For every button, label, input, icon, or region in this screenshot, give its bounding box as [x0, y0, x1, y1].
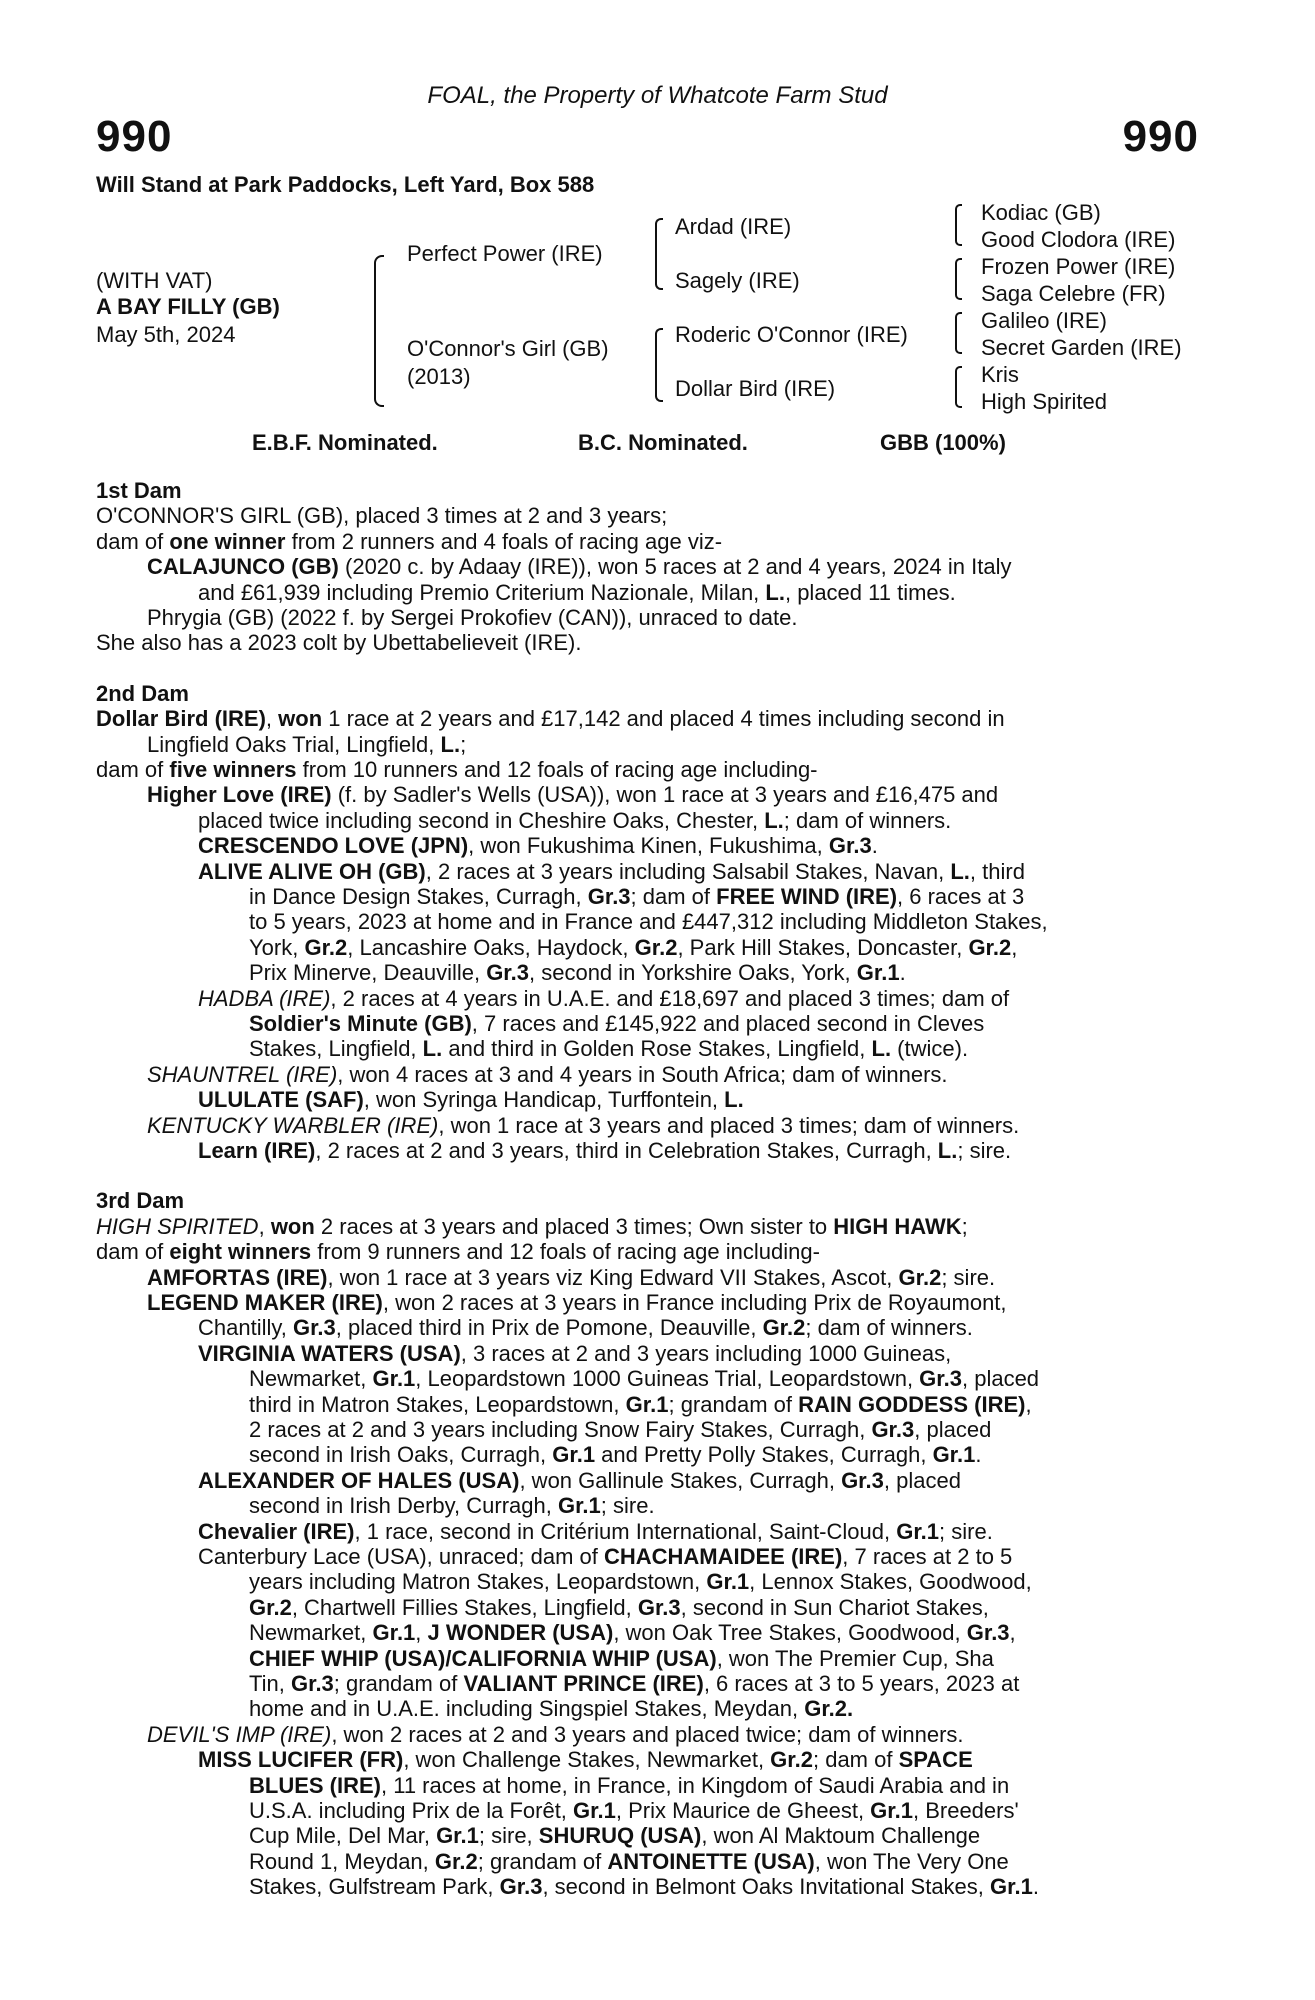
- text-line: [249, 1823, 980, 1848]
- text-line: [198, 1747, 973, 1772]
- text-run: ; dam of: [812, 1747, 899, 1773]
- text-run: ; grandam of: [333, 1671, 464, 1696]
- bold-text: L.: [724, 1087, 744, 1113]
- text-line: [249, 1442, 982, 1467]
- bold-text: L.: [950, 858, 970, 884]
- text-run: years including Matron Stakes, Leopardstown,: [249, 1569, 707, 1595]
- text-run: , 1 race, second in Critérium International, Saint-Cloud,: [354, 1518, 897, 1544]
- bold-text: eight winners: [169, 1239, 312, 1265]
- text-run: ; sire,: [478, 1823, 539, 1849]
- text-run: , Chartwell Fillies Stakes, Lingfield,: [291, 1594, 638, 1620]
- italic-text: DEVIL'S IMP (IRE): [147, 1721, 332, 1747]
- bold-text: Gr.3: [637, 1594, 681, 1620]
- text-run: Round 1, Meydan,: [249, 1848, 435, 1874]
- text-run: (twice).: [891, 1036, 969, 1062]
- text-run: She also has a 2023 colt by Ubettabelieveit (IRE).: [96, 630, 582, 656]
- bold-text: Gr.3: [292, 1315, 336, 1341]
- text-line: [96, 503, 667, 528]
- text-run: , 2 races at 2 and 3 years, third in Celebration Stakes, Curragh,: [315, 1138, 938, 1163]
- text-run: ; grandam of: [668, 1391, 799, 1417]
- text-run: and Pretty Polly Stakes, Curragh,: [595, 1442, 933, 1468]
- text-line: [249, 935, 1017, 960]
- text-run: ,: [415, 1620, 428, 1646]
- text-run: ,: [1025, 1391, 1032, 1417]
- text-run: , 6 races at 3 to 5 years, 2023 at: [703, 1671, 1020, 1696]
- bold-text: FREE WIND (IRE): [716, 884, 898, 909]
- lot-number-left: 990: [96, 112, 173, 161]
- text-run: Prix Minerve, Deauville,: [249, 960, 487, 986]
- text-line: [198, 580, 956, 605]
- text-run: ; sire.: [939, 1518, 993, 1544]
- text-line: [198, 986, 1009, 1011]
- bold-text: Gr.3: [499, 1874, 543, 1900]
- text-line: [198, 808, 951, 833]
- text-run: Chantilly,: [198, 1315, 293, 1341]
- text-run: ;: [460, 731, 467, 757]
- text-run: Phrygia (GB) (2022 f. by Sergei Prokofiev (CAN)), unraced to date.: [147, 605, 798, 630]
- text-line: [249, 1011, 984, 1036]
- bold-text: Gr.2: [898, 1264, 942, 1290]
- text-run: , second in Yorkshire Oaks, York,: [529, 960, 857, 986]
- text-run: ; grandam of: [477, 1848, 608, 1874]
- bold-text: Dollar Bird (IRE): [96, 706, 266, 732]
- text-line: [249, 1620, 1016, 1645]
- bold-text: Gr.2: [762, 1315, 806, 1341]
- text-run: , won 1 race at 3 years viz King Edward VII Stakes, Ascot,: [327, 1264, 899, 1290]
- text-line: [249, 1696, 853, 1721]
- bold-text: L.: [422, 1036, 443, 1062]
- italic-text: SHAUNTREL (IRE): [147, 1061, 338, 1087]
- text-run: dam of: [96, 1239, 170, 1265]
- text-run: dam of: [96, 528, 170, 554]
- text-line: [147, 605, 798, 630]
- text-run: from 10 runners and 12 foals of racing age including-: [296, 757, 818, 782]
- pedigree-brace-dam: [655, 328, 663, 402]
- text-run: second in Irish Derby, Curragh,: [249, 1493, 558, 1519]
- bold-text: Gr.3: [841, 1467, 884, 1493]
- section-heading: 1st Dam: [96, 478, 182, 503]
- text-run: , won 2 races at 2 and 3 years and placed twice; dam of winners.: [331, 1721, 964, 1747]
- bold-text: LEGEND MAKER (IRE): [147, 1290, 383, 1315]
- text-run: , won 2 races at 3 years in France including Prix de Royaumont,: [382, 1290, 1007, 1315]
- text-line: [249, 1773, 1009, 1798]
- text-run: in Dance Design Stakes, Curragh,: [249, 884, 588, 909]
- text-run: U.S.A. including Prix de la Forêt,: [249, 1798, 574, 1823]
- text-run: , 7 races at 2 to 5: [842, 1544, 1013, 1569]
- text-line: [249, 1493, 655, 1518]
- bold-text: Gr.3: [871, 1417, 915, 1442]
- text-run: , won The Premier Cup, Sha: [716, 1645, 994, 1671]
- text-run: , 6 races at 3: [897, 884, 1025, 909]
- pedigree-sdd: Saga Celebre (FR): [981, 281, 1166, 306]
- section-heading: 3rd Dam: [96, 1188, 185, 1214]
- bold-text: Gr.2: [968, 934, 1012, 960]
- section-heading: 2nd Dam: [96, 680, 189, 706]
- text-run: , placed: [883, 1467, 961, 1493]
- bold-text: Gr.1: [557, 1493, 601, 1519]
- text-run: ; sire.: [957, 1138, 1012, 1163]
- pedigree-dam: O'Connor's Girl (GB): [407, 336, 609, 361]
- text-run: , Lancashire Oaks, Haydock,: [347, 934, 635, 960]
- text-run: ; sire.: [941, 1264, 996, 1290]
- text-line: [198, 833, 878, 858]
- bold-text: L.: [440, 731, 461, 757]
- pedigree-sds: Frozen Power (IRE): [981, 254, 1176, 279]
- text-run: and £61,939 including Premio Criterium Nazionale, Milan,: [198, 579, 766, 605]
- text-run: .: [975, 1442, 982, 1468]
- pedigree-ssd: Good Clodora (IRE): [981, 227, 1176, 252]
- text-line: [249, 1849, 1009, 1874]
- pedigree-dam-year: (2013): [407, 364, 471, 389]
- text-line: [96, 630, 582, 655]
- text-run: to 5 years, 2023 at home and in France and £447,312 including Middleton Stakes,: [249, 909, 1048, 935]
- text-line: [198, 1138, 1011, 1163]
- pedigree-sire-dam: Sagely (IRE): [675, 268, 800, 293]
- bold-text: Gr.1: [372, 1620, 416, 1646]
- bold-text: Gr.1: [706, 1569, 750, 1595]
- text-line: [147, 1722, 964, 1747]
- bold-text: L.: [765, 579, 785, 605]
- bold-text: HIGH HAWK: [833, 1213, 962, 1239]
- pedigree-brace-sire: [655, 218, 663, 290]
- bold-text: Gr.1: [896, 1518, 940, 1544]
- text-line: [96, 529, 722, 554]
- text-line: [249, 1798, 1019, 1823]
- bold-text: won: [278, 706, 323, 732]
- bold-text: CHIEF WHIP (USA)/CALIFORNIA WHIP (USA): [249, 1645, 717, 1671]
- bold-text: won: [270, 1213, 315, 1239]
- bold-text: Gr.1: [372, 1366, 416, 1392]
- bc-nomination: B.C. Nominated.: [578, 430, 748, 455]
- bold-text: ALEXANDER OF HALES (USA): [198, 1467, 520, 1493]
- text-run: , won 4 races at 3 and 4 years in South Africa; dam of winners.: [337, 1061, 948, 1087]
- text-line: [249, 1595, 989, 1620]
- bold-text: Gr.3: [290, 1671, 334, 1696]
- bold-text: Gr.1: [552, 1442, 596, 1468]
- bold-text: Gr.1: [436, 1823, 479, 1849]
- text-run: (f. by Sadler's Wells (USA)), won 1 race at 3 years and £16,475 and: [331, 782, 999, 808]
- text-run: , Breeders': [912, 1798, 1019, 1823]
- bold-text: L.: [937, 1138, 958, 1163]
- bold-text: Gr.2.: [804, 1696, 854, 1722]
- text-line: [198, 1315, 973, 1340]
- bold-text: Gr.1: [856, 960, 900, 986]
- text-line: [198, 1341, 951, 1366]
- text-run: , Leopardstown 1000 Guineas Trial, Leopardstown,: [415, 1366, 920, 1392]
- pedigree-dam-sire: Roderic O'Connor (IRE): [675, 322, 908, 347]
- text-run: , placed 11 times.: [784, 579, 956, 605]
- bold-text: Gr.2: [249, 1594, 292, 1620]
- bold-text: L.: [871, 1036, 892, 1062]
- pedigree-dam-dam: Dollar Bird (IRE): [675, 376, 836, 401]
- text-run: ,: [1009, 1620, 1016, 1646]
- text-run: , won Oak Tree Stakes, Goodwood,: [613, 1620, 967, 1646]
- bold-text: VIRGINIA WATERS (USA): [198, 1340, 461, 1366]
- text-run: Cup Mile, Del Mar,: [249, 1823, 437, 1849]
- bold-text: CRESCENDO LOVE (JPN): [198, 833, 469, 859]
- pedigree-brace-sd: [955, 258, 962, 300]
- bold-text: Gr.2: [770, 1747, 813, 1773]
- text-line: [147, 1290, 1007, 1315]
- text-line: [147, 554, 1011, 579]
- text-run: Stakes, Lingfield,: [249, 1036, 423, 1062]
- text-run: , 7 races and £145,922 and placed second in Cleves: [471, 1011, 985, 1036]
- text-run: , placed: [914, 1417, 992, 1442]
- text-run: 1 race at 2 years and £17,142 and placed 4 times including second in: [322, 706, 1005, 732]
- text-run: from 2 runners and 4 foals of racing age viz-: [285, 528, 723, 554]
- text-run: , second in Sun Chariot Stakes,: [680, 1594, 989, 1620]
- bold-text: J WONDER (USA): [427, 1620, 614, 1646]
- text-line: [198, 1544, 1012, 1569]
- text-run: , won Fukushima Kinen, Fukushima,: [468, 833, 829, 859]
- text-run: , 3 races at 2 and 3 years including 1000 Guineas,: [460, 1340, 952, 1366]
- text-run: placed twice including second in Cheshire Oaks, Chester,: [198, 807, 765, 833]
- text-run: , Lennox Stakes, Goodwood,: [749, 1569, 1032, 1595]
- text-run: (2020 c. by Adaay (IRE)), won 5 races at 2 and 4 years, 2024 in Italy: [338, 554, 1012, 580]
- text-run: York,: [249, 934, 305, 960]
- bold-text: Gr.1: [870, 1798, 913, 1823]
- text-run: ,: [1011, 934, 1018, 960]
- foal-dob: May 5th, 2024: [96, 322, 236, 347]
- bold-text: SHURUQ (USA): [538, 1823, 702, 1849]
- text-line: [249, 1874, 1039, 1899]
- bold-text: Soldier's Minute (GB): [249, 1011, 472, 1036]
- text-line: [249, 909, 1048, 934]
- bold-text: ALIVE ALIVE OH (GB): [198, 858, 426, 884]
- text-run: , placed: [961, 1366, 1040, 1392]
- text-run: , won Challenge Stakes, Newmarket,: [403, 1747, 771, 1773]
- text-run: , second in Belmont Oaks Invitational Stakes,: [542, 1874, 991, 1900]
- text-run: and third in Golden Rose Stakes, Lingfield,: [442, 1036, 872, 1062]
- text-run: third in Matron Stakes, Leopardstown,: [249, 1391, 626, 1417]
- pedigree-sire-sire: Ardad (IRE): [675, 214, 792, 239]
- text-run: ; dam of: [630, 884, 717, 909]
- vat-note: (WITH VAT): [96, 268, 213, 293]
- bold-text: Gr.1: [573, 1798, 616, 1823]
- bold-text: Higher Love (IRE): [147, 782, 332, 808]
- text-line: [198, 1468, 961, 1493]
- text-run: , won 1 race at 3 years and placed 3 times; dam of winners.: [438, 1112, 1020, 1138]
- text-line: [147, 782, 998, 807]
- bold-text: Gr.2: [434, 1848, 478, 1874]
- text-run: Newmarket,: [249, 1366, 373, 1392]
- text-line: [249, 1569, 1032, 1594]
- text-run: , 2 races at 4 years in U.A.E. and £18,697 and placed 3 times; dam of: [330, 985, 1010, 1011]
- text-run: , placed third in Prix de Pomone, Deauville,: [335, 1315, 763, 1341]
- foal-name: A BAY FILLY (GB): [96, 294, 280, 319]
- text-run: .: [899, 960, 906, 986]
- bold-text: Gr.3: [919, 1366, 962, 1392]
- text-run: , Prix Maurice de Gheest,: [615, 1798, 871, 1823]
- text-run: ; dam of winners.: [783, 807, 952, 833]
- text-line: [96, 757, 818, 782]
- text-run: Canterbury Lace (USA), unraced; dam of: [198, 1544, 604, 1569]
- text-line: [198, 1087, 744, 1112]
- bold-text: ANTOINETTE (USA): [607, 1848, 815, 1874]
- text-run: , Park Hill Stakes, Doncaster,: [677, 934, 969, 960]
- text-run: , won Al Maktoum Challenge: [701, 1823, 981, 1849]
- text-line: [249, 1366, 1039, 1391]
- text-run: home and in U.A.E. including Singspiel Stakes, Meydan,: [249, 1696, 805, 1722]
- text-run: Stakes, Gulfstream Park,: [249, 1874, 500, 1900]
- bold-text: five winners: [169, 757, 297, 782]
- pedigree-brace-ds: [955, 312, 962, 354]
- text-line: [249, 1671, 1019, 1696]
- text-run: , 11 races at home, in France, in Kingdom of Saudi Arabia and in: [381, 1772, 1010, 1798]
- bold-text: Gr.3: [966, 1620, 1010, 1646]
- text-run: Tin,: [249, 1671, 291, 1696]
- text-run: .: [1032, 1874, 1039, 1900]
- text-run: 2 races at 3 years and placed 3 times; Own sister to: [314, 1213, 834, 1239]
- bold-text: Gr.2: [634, 934, 678, 960]
- text-run: ,: [258, 1213, 271, 1239]
- bold-text: MISS LUCIFER (FR): [198, 1747, 404, 1773]
- text-line: [96, 1214, 968, 1239]
- text-line: [198, 859, 1025, 884]
- bold-text: Gr.3: [486, 960, 529, 986]
- pedigree-sss: Kodiac (GB): [981, 200, 1101, 225]
- pedigree-brace-ss: [955, 204, 962, 246]
- bold-text: ULULATE (SAF): [198, 1087, 364, 1113]
- pedigree-dds: Kris: [981, 362, 1019, 387]
- text-run: , third: [969, 858, 1025, 884]
- text-run: , 2 races at 3 years including Salsabil Stakes, Navan,: [425, 858, 951, 884]
- text-run: ; dam of winners.: [805, 1315, 973, 1341]
- text-run: ,: [265, 706, 279, 732]
- text-run: ;: [961, 1213, 968, 1239]
- bold-text: RAIN GODDESS (IRE): [798, 1391, 1026, 1417]
- text-run: 2 races at 2 and 3 years including Snow Fairy Stakes, Curragh,: [249, 1417, 872, 1442]
- italic-text: HIGH SPIRITED: [96, 1213, 259, 1239]
- bold-text: AMFORTAS (IRE): [147, 1264, 328, 1290]
- pedigree-sire: Perfect Power (IRE): [407, 241, 603, 266]
- text-run: dam of: [96, 757, 170, 782]
- bold-text: Gr.3: [587, 884, 631, 909]
- bold-text: VALIANT PRINCE (IRE): [463, 1671, 704, 1696]
- pedigree-brace-dd: [955, 366, 962, 408]
- text-run: .: [871, 833, 878, 859]
- ebf-nomination: E.B.F. Nominated.: [252, 430, 438, 455]
- bold-text: Gr.1: [990, 1874, 1033, 1900]
- text-line: [249, 1392, 1032, 1417]
- text-line: [249, 1417, 991, 1442]
- text-run: ; sire.: [600, 1493, 655, 1519]
- text-line: [96, 1239, 820, 1264]
- bold-text: Gr.3: [828, 833, 872, 859]
- text-run: Newmarket,: [249, 1620, 373, 1646]
- text-line: [198, 1519, 993, 1544]
- text-line: [249, 1036, 968, 1061]
- italic-text: HADBA (IRE): [198, 985, 331, 1011]
- italic-text: KENTUCKY WARBLER (IRE): [147, 1112, 439, 1138]
- bold-text: BLUES (IRE): [249, 1772, 381, 1798]
- pedigree-ddd: High Spirited: [981, 389, 1107, 414]
- text-line: [96, 706, 1005, 731]
- text-run: , won Gallinule Stakes, Curragh,: [519, 1467, 842, 1493]
- text-run: O'CONNOR'S GIRL (GB), placed 3 times at 2 and 3 years;: [96, 503, 668, 529]
- text-line: [147, 732, 466, 757]
- bold-text: CHACHAMAIDEE (IRE): [603, 1544, 843, 1569]
- bold-text: L.: [764, 807, 784, 833]
- bold-text: SPACE: [898, 1747, 973, 1773]
- lot-number-right: 990: [1122, 112, 1199, 161]
- stand-location: Will Stand at Park Paddocks, Left Yard, Box 588: [96, 172, 595, 197]
- text-run: , won The Very One: [814, 1848, 1009, 1874]
- pedigree-dsd: Secret Garden (IRE): [981, 335, 1182, 360]
- bold-text: Gr.2: [304, 934, 348, 960]
- text-run: , won Syringa Handicap, Turffontein,: [363, 1087, 725, 1113]
- text-run: from 9 runners and 12 foals of racing age including-: [311, 1239, 820, 1265]
- text-line: [147, 1113, 1019, 1138]
- text-line: [147, 1265, 995, 1290]
- text-line: [147, 1062, 948, 1087]
- bold-text: one winner: [169, 528, 286, 554]
- gbb-rating: GBB (100%): [880, 430, 1006, 455]
- bold-text: CALAJUNCO (GB): [147, 554, 339, 580]
- pedigree-brace-main: [374, 255, 384, 407]
- text-run: Lingfield Oaks Trial, Lingfield,: [147, 731, 441, 757]
- text-line: [249, 960, 906, 985]
- bold-text: Gr.1: [625, 1391, 669, 1417]
- catalogue-title: FOAL, the Property of Whatcote Farm Stud: [427, 82, 888, 109]
- bold-text: Chevalier (IRE): [198, 1518, 355, 1544]
- bold-text: Learn (IRE): [198, 1138, 316, 1163]
- bold-text: Gr.1: [932, 1442, 976, 1468]
- text-line: [249, 884, 1024, 909]
- text-run: second in Irish Oaks, Curragh,: [249, 1442, 553, 1468]
- pedigree-dss: Galileo (IRE): [981, 308, 1107, 333]
- text-line: [249, 1646, 994, 1671]
